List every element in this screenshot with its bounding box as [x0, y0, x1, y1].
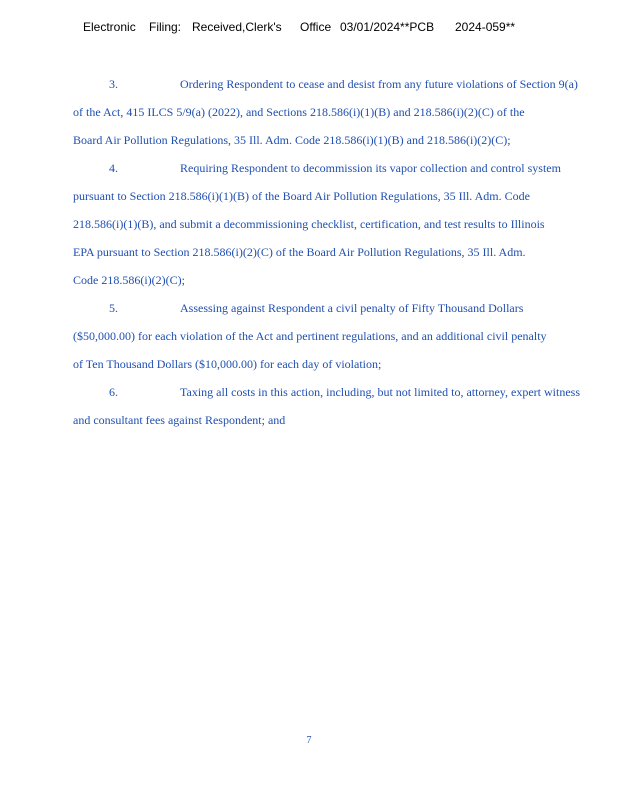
paragraph-3: [73, 70, 618, 154]
paragraph-number: 4.: [109, 161, 118, 175]
header-electronic: Electronic: [83, 20, 136, 34]
paragraph-line: EPA pursuant to Section 218.586(i)(2)(C) of the Board Air Pollution Regulations, 35 Ill. Adm.: [73, 245, 526, 259]
paragraph-5: [73, 294, 618, 378]
header-office: Office: [300, 20, 332, 34]
paragraph-line: pursuant to Section 218.586(i)(1)(B) of the Board Air Pollution Regulations, 35 Ill. Adm. Code: [73, 189, 530, 203]
paragraph-number: 3.: [109, 77, 118, 91]
paragraph-number: 6.: [109, 385, 118, 399]
paragraph-line: of Ten Thousand Dollars ($10,000.00) for each day of violation;: [73, 357, 382, 371]
paragraph-4: [73, 154, 618, 294]
paragraph-line: 3. Ordering Respondent to cease and desist from any future violations of Section 9(a): [73, 70, 618, 98]
paragraph-line: and consultant fees against Respondent; and: [73, 413, 286, 427]
paragraph-line: Board Air Pollution Regulations, 35 Ill. Adm. Code 218.586(i)(1)(B) and 218.586(i)(2)(C);: [73, 133, 511, 147]
paragraph-line: 5. Assessing against Respondent a civil penalty of Fifty Thousand Dollars: [73, 294, 618, 322]
paragraph-line: 218.586(i)(1)(B), and submit a decommissioning checklist, certification, and test results to Illinois: [73, 217, 545, 231]
paragraph-line: Code 218.586(i)(2)(C);: [73, 273, 185, 287]
paragraph-line: ($50,000.00) for each violation of the Act and pertinent regulations, and an additional civil penalty: [73, 329, 547, 343]
header-received: Received,Clerk's: [192, 20, 282, 34]
paragraph-number: 5.: [109, 301, 118, 315]
header-date: 03/01/2024**PCB: [340, 20, 435, 34]
page-number: 7: [306, 735, 312, 746]
header-case-number: 2024-059**: [455, 20, 516, 34]
paragraph-6: [73, 378, 618, 434]
paragraph-line: 4. Requiring Respondent to decommission its vapor collection and control system: [73, 154, 618, 182]
paragraph-line: 6. Taxing all costs in this action, including, but not limited to, attorney, expert witness: [73, 378, 618, 406]
header-filing: Filing:: [149, 20, 182, 34]
paragraph-line: of the Act, 415 ILCS 5/9(a) (2022), and Sections 218.586(i)(1)(B) and 218.586(i)(2)(C) of the: [73, 105, 525, 119]
document-body: [73, 70, 618, 434]
filing-header: [0, 20, 618, 36]
